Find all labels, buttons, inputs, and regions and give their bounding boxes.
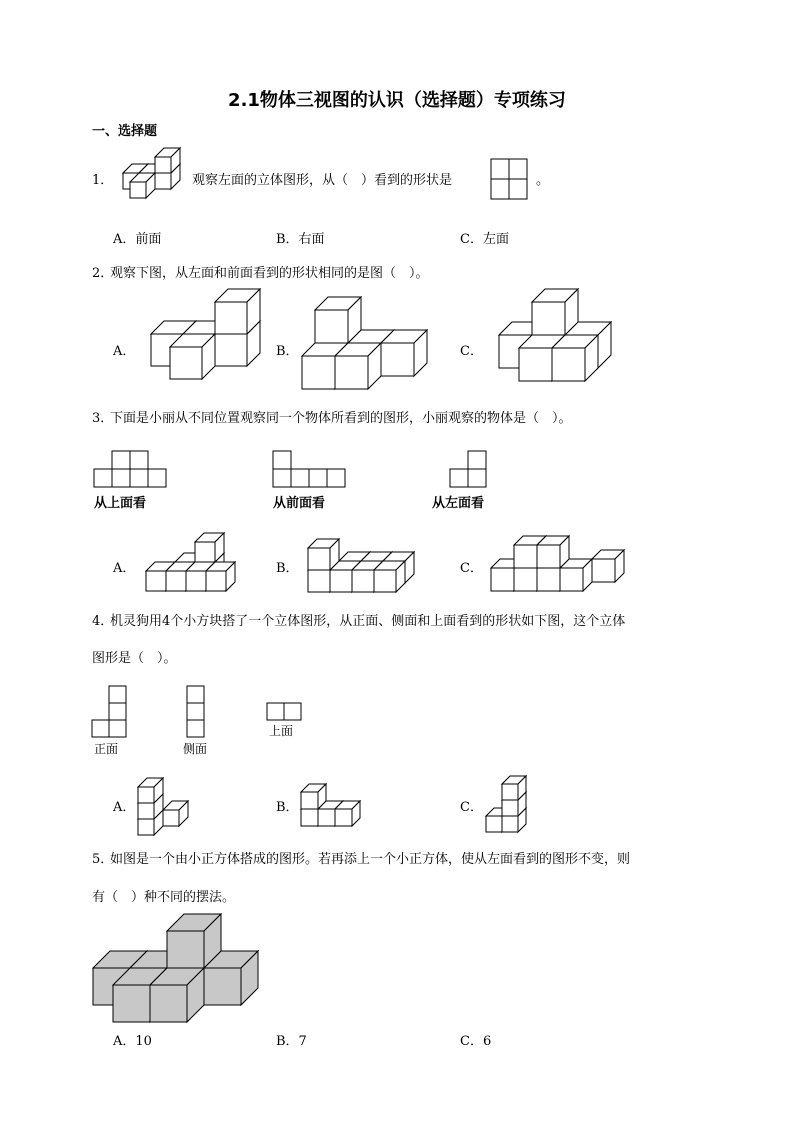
cube-face xyxy=(502,816,518,832)
q4-question-text-line1: 机灵狗用4个小方块搭了一个立体图形，从正面、侧面和上面看到的形状如下图，这个立体 xyxy=(110,614,626,629)
cube-face xyxy=(514,545,537,568)
cube-face xyxy=(113,985,150,1022)
cube-face xyxy=(381,343,414,376)
cube-face xyxy=(302,356,335,389)
cube-face xyxy=(155,157,171,173)
q4-question-text-line2: 图形是（ ）。 xyxy=(92,651,177,666)
q4-number: 4． xyxy=(92,614,114,629)
cube-face xyxy=(519,348,552,381)
q3-number: 3． xyxy=(92,411,114,426)
page-title: 2.1物体三视图的认识（选择题）专项练习 xyxy=(228,90,566,111)
q5-number: 5． xyxy=(92,852,114,867)
cube-face xyxy=(537,545,560,568)
q2-question-text: 观察下图，从左面和前面看到的形状相同的是图（ ）。 xyxy=(110,266,429,281)
q2-option-a[interactable]: A． xyxy=(113,344,136,359)
q4-view-caption-front: 正面 xyxy=(94,742,119,756)
cube-face xyxy=(301,809,318,826)
q3-question-text: 下面是小丽从不同位置观察同一个物体所看到的图形，小丽观察的物体是（ ）。 xyxy=(110,411,572,426)
cube-face xyxy=(186,571,206,591)
cube-face xyxy=(146,571,166,591)
q3-option-a[interactable]: A． xyxy=(113,561,136,576)
q1-option-c[interactable]: C．左面 xyxy=(460,232,509,247)
q3-option-b[interactable]: B． xyxy=(276,561,299,576)
cube-face xyxy=(308,548,330,570)
cube-face xyxy=(308,570,330,592)
q4-option-b[interactable]: B． xyxy=(276,800,299,815)
cube-face xyxy=(318,809,335,826)
section-heading: 一、选择题 xyxy=(92,124,158,139)
q5-option-a[interactable]: A．10 xyxy=(113,1034,152,1049)
q5-question-text-line1: 如图是一个由小正方体搭成的图形。若再添上一个小正方体，使从左面看到的图形不变，则 xyxy=(110,852,631,867)
cube-face xyxy=(486,816,502,832)
cube-face xyxy=(374,570,396,592)
q4-view-caption-side: 侧面 xyxy=(183,742,208,756)
cube-face xyxy=(206,571,226,591)
cube-face xyxy=(514,568,537,591)
cube-face xyxy=(155,173,171,189)
q5-cube-figure xyxy=(0,0,1,1)
cube-face xyxy=(170,347,202,379)
cube-face xyxy=(166,571,186,591)
q2-option-b[interactable]: B． xyxy=(276,344,299,359)
cube-face xyxy=(315,310,348,343)
cube-face xyxy=(215,302,247,334)
q4-option-a[interactable]: A． xyxy=(113,800,136,815)
q1-option-b[interactable]: B．右面 xyxy=(276,232,325,247)
cube-face xyxy=(215,334,247,366)
q3-view-caption-left: 从左面看 xyxy=(432,496,485,511)
q1-question-end: 。 xyxy=(536,173,550,188)
cube-face xyxy=(301,792,318,809)
cube-face xyxy=(335,809,352,826)
cube-face xyxy=(167,931,204,968)
cube-face xyxy=(592,559,615,582)
cube-face xyxy=(138,819,154,835)
cube-face xyxy=(552,348,585,381)
q4-option-c[interactable]: C． xyxy=(460,800,483,815)
cube-face xyxy=(330,570,352,592)
cube-face xyxy=(532,302,565,335)
q1-number: 1． xyxy=(92,173,114,188)
cube-face xyxy=(502,800,518,816)
cube-face xyxy=(138,803,154,819)
q2-number: 2． xyxy=(92,266,114,281)
cube-face xyxy=(204,968,241,1005)
q3-view-caption-front: 从前面看 xyxy=(273,496,326,511)
q2-option-c[interactable]: C． xyxy=(460,344,483,359)
cube-face xyxy=(130,182,146,198)
q5-option-c[interactable]: C．6 xyxy=(460,1034,492,1049)
cube-face xyxy=(195,542,215,562)
q5-option-b[interactable]: B．7 xyxy=(276,1034,307,1049)
q4-view-caption-top: 上面 xyxy=(269,724,294,738)
cube-face xyxy=(560,568,583,591)
q3-option-c[interactable]: C． xyxy=(460,561,483,576)
q5-question-text-line2: 有（ ）种不同的摆法。 xyxy=(92,890,236,905)
cube-face xyxy=(491,568,514,591)
cube-face xyxy=(352,570,374,592)
q1-option-a[interactable]: A．前面 xyxy=(113,232,162,247)
cube-face xyxy=(502,784,518,800)
cube-face xyxy=(150,985,187,1022)
cube-face xyxy=(163,810,179,826)
q3-view-caption-top: 从上面看 xyxy=(94,496,147,511)
cube-face xyxy=(537,568,560,591)
q1-question-text: 观察左面的立体图形，从（ ）看到的形状是 xyxy=(192,173,453,188)
cube-face xyxy=(138,787,154,803)
cube-face xyxy=(335,356,368,389)
